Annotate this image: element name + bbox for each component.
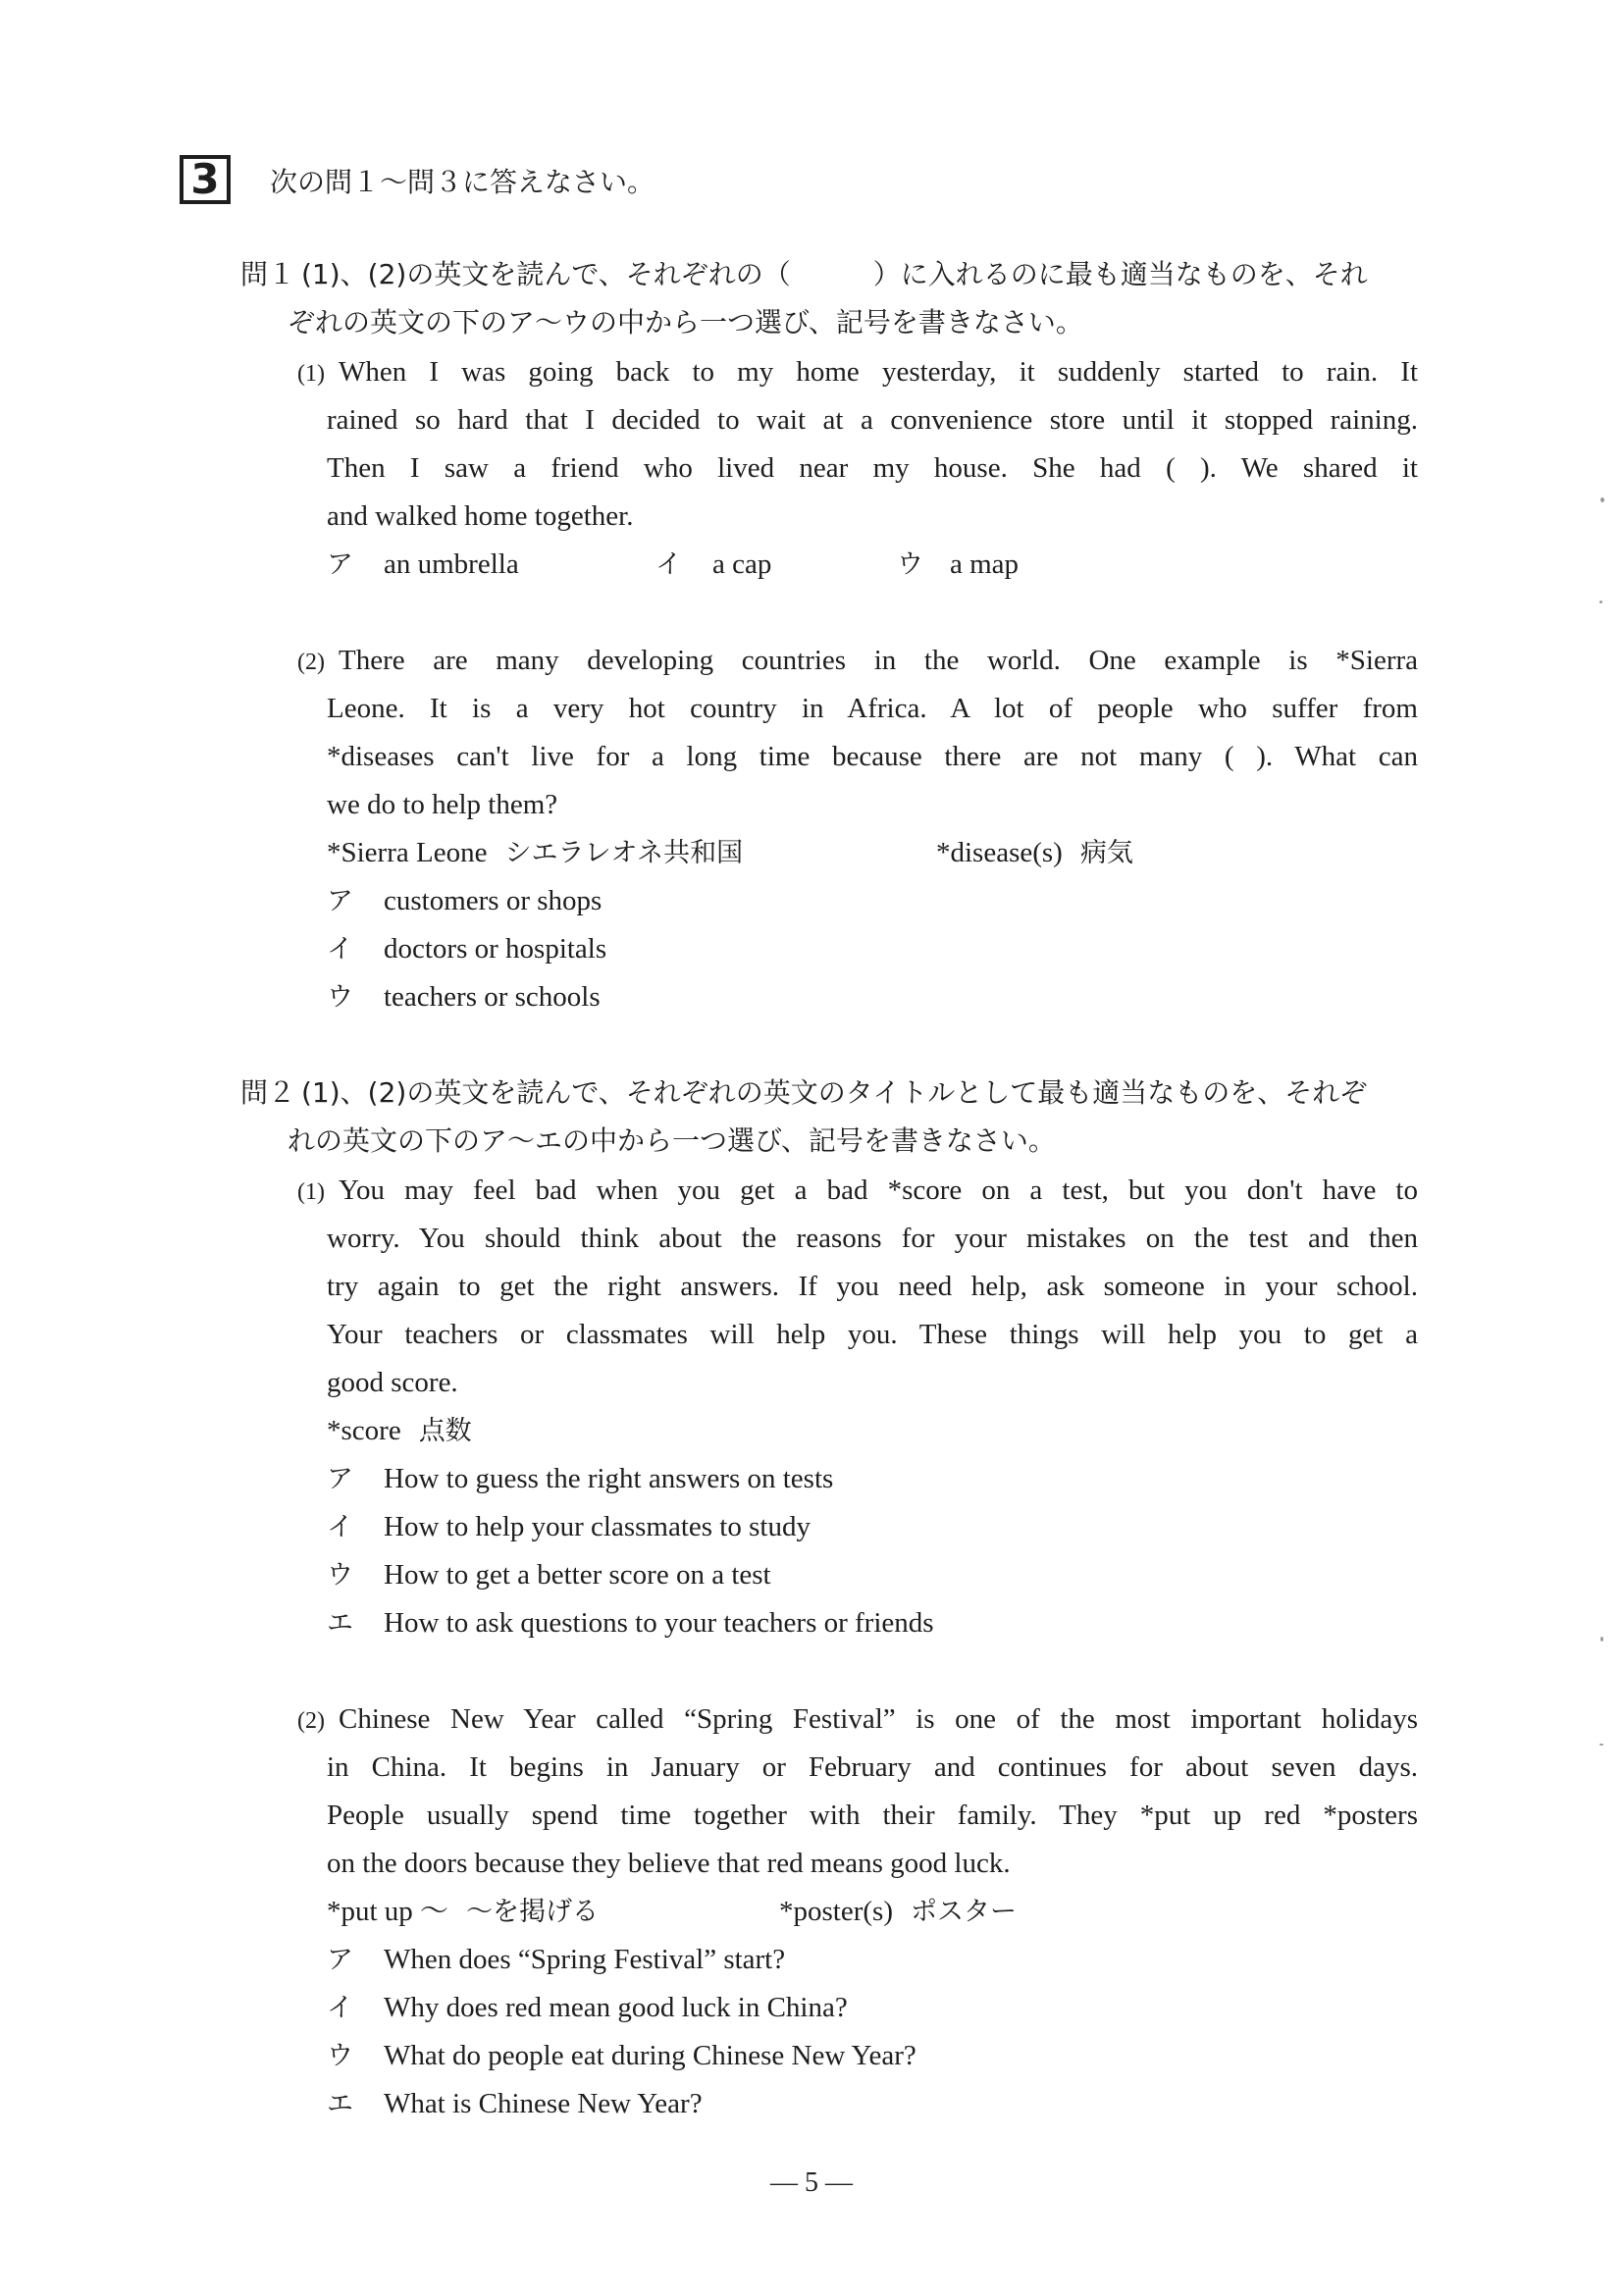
option-a <box>327 1936 785 1984</box>
glossary-entry <box>779 1888 1017 1936</box>
option-mark: ア <box>327 1945 353 1975</box>
option-e <box>327 1599 934 1647</box>
passage-line: we do to help them? <box>327 789 558 820</box>
glossary-meaning: シエラレオネ共和国 <box>504 838 744 868</box>
option-text: How to help your classmates to study <box>384 1511 811 1542</box>
option-mark: イ <box>327 1512 353 1542</box>
question-number: 3 <box>190 155 220 203</box>
option-u <box>327 1551 771 1599</box>
option-u <box>327 2032 916 2080</box>
passage-line: and walked home together. <box>327 500 634 532</box>
option-a <box>327 1455 833 1503</box>
toi2-heading <box>240 1070 1367 1117</box>
glossary-meaning: ポスター <box>910 1897 1017 1927</box>
option-text: How to get a better score on a test <box>384 1559 771 1591</box>
glossary-entry <box>327 1407 472 1455</box>
scan-speck <box>1600 497 1604 502</box>
option-u <box>327 973 601 1021</box>
passage-line: (2) There are many developing countries in the world. One example is *Sierra <box>297 645 1418 676</box>
option-text: an umbrella <box>384 548 519 580</box>
toi2-label: 問２ <box>240 1076 296 1109</box>
option-mark: ウ <box>327 1560 353 1591</box>
option-mark: ウ <box>327 2041 353 2071</box>
option-mark: イ <box>327 1993 353 2023</box>
passage-line: (1) You may feel bad when you get a bad *score on a test, but you don't have to <box>297 1174 1418 1206</box>
option-e <box>327 2080 703 2128</box>
passage-line: good score. <box>327 1367 458 1398</box>
passage-line: (1) When I was going back to my home yesterday, it suddenly started to rain. It <box>297 356 1418 388</box>
option-u <box>897 541 1019 589</box>
option-mark: ウ <box>897 549 923 580</box>
scan-speck <box>1599 600 1602 603</box>
question-number-box <box>180 155 231 204</box>
option-mark: イ <box>327 934 353 965</box>
item-number: (1) <box>297 1179 325 1205</box>
toi1-label: 問１ <box>240 258 296 290</box>
toi1-instruction-line1: (1)、(2)の英文を読んで、それぞれの（ ）に入れるのに最も適当なものを、それ <box>301 258 1368 290</box>
scan-speck <box>1600 1637 1603 1642</box>
option-i <box>655 541 771 589</box>
option-mark: イ <box>655 549 682 580</box>
glossary-term: *disease(s) <box>936 837 1063 868</box>
passage-line: *diseases can't live for a long time because there are not many ( ). What can <box>327 741 1418 772</box>
option-text: doctors or hospitals <box>384 933 607 965</box>
option-text: teachers or schools <box>384 981 601 1013</box>
passage-line: in China. It begins in January or February and continues for about seven days. <box>327 1751 1418 1783</box>
option-mark: ア <box>327 549 353 580</box>
option-text: Why does red mean good luck in China? <box>384 1992 848 2023</box>
option-mark: ア <box>327 886 353 916</box>
toi1-instruction-line2: ぞれの英文の下のア～ウの中から一つ選び、記号を書きなさい。 <box>288 306 1083 339</box>
passage-line: People usually spend time together with their family. They *put up red *posters <box>327 1800 1418 1831</box>
passage-line: on the doors because they believe that red means good luck. <box>327 1848 1011 1879</box>
passage-line: worry. You should think about the reasons for your mistakes on the test and then <box>327 1223 1418 1254</box>
glossary-term: *score <box>327 1415 401 1446</box>
option-text: How to guess the right answers on tests <box>384 1463 834 1494</box>
glossary-entry <box>327 1888 599 1936</box>
glossary-meaning: 病気 <box>1079 838 1133 868</box>
passage-line: rained so hard that I decided to wait at a convenience store until it stopped raining. <box>327 404 1418 436</box>
option-i <box>327 925 606 973</box>
option-text: a cap <box>712 548 772 580</box>
glossary-term: *Sierra Leone <box>327 837 488 868</box>
option-text: What do people eat during Chinese New Year? <box>384 2040 916 2071</box>
glossary-entry <box>936 829 1133 877</box>
glossary-meaning: ～を掲げる <box>466 1897 600 1927</box>
option-mark: エ <box>327 2089 353 2119</box>
toi2-instruction-line2: れの英文の下のア～エの中から一つ選び、記号を書きなさい。 <box>288 1124 1056 1157</box>
glossary-term: *poster(s) <box>779 1896 893 1927</box>
option-mark: ア <box>327 1464 353 1494</box>
glossary-meaning: 点数 <box>418 1416 472 1446</box>
option-text: customers or shops <box>384 885 602 916</box>
toi2-instruction-line1: (1)、(2)の英文を読んで、それぞれの英文のタイトルとして最も適当なものを、それぞ <box>301 1076 1368 1109</box>
glossary-entry <box>327 829 743 877</box>
option-mark: ウ <box>327 982 353 1013</box>
passage-line: Then I saw a friend who lived near my house. She had ( ). We shared it <box>327 452 1418 484</box>
passage-line: try again to get the right answers. If you need help, ask someone in your school. <box>327 1271 1418 1302</box>
toi1-heading <box>240 251 1368 298</box>
option-i <box>327 1984 848 2032</box>
section-instruction: 次の問１～問３に答えなさい。 <box>270 166 655 198</box>
option-text: What is Chinese New Year? <box>384 2088 703 2119</box>
passage-line: (2) Chinese New Year called “Spring Festival” is one of the most important holidays <box>297 1703 1418 1735</box>
option-text: a map <box>950 548 1020 580</box>
page-number: — 5 — <box>770 2167 853 2198</box>
option-text: When does “Spring Festival” start? <box>384 1944 786 1975</box>
scan-speck <box>1599 1744 1603 1746</box>
passage-line: Leone. It is a very hot country in Africa. A lot of people who suffer from <box>327 693 1418 724</box>
option-i <box>327 1503 811 1551</box>
option-a <box>327 877 602 925</box>
item-number: (2) <box>297 1708 325 1734</box>
option-text: How to ask questions to your teachers or friends <box>384 1607 934 1639</box>
option-mark: エ <box>327 1608 353 1639</box>
passage-line: Your teachers or classmates will help you. These things will help you to get a <box>327 1319 1418 1350</box>
item-number: (1) <box>297 361 325 387</box>
item-number: (2) <box>297 650 325 675</box>
glossary-term: *put up ～ <box>327 1896 449 1927</box>
option-a <box>327 541 519 589</box>
